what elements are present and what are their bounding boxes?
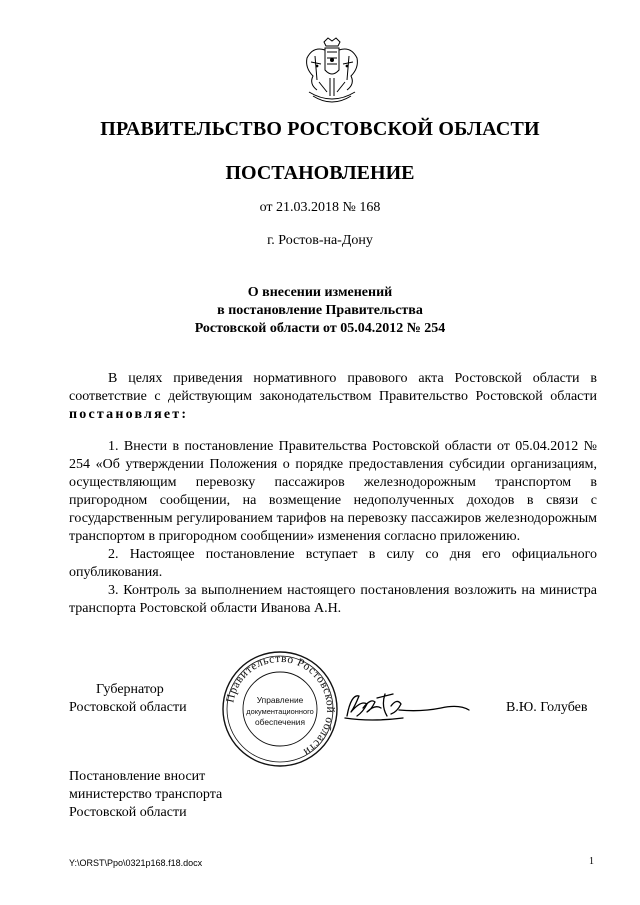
preamble-paragraph — [69, 370, 597, 424]
subject-line: О внесении изменений — [247, 285, 393, 300]
document-body — [69, 370, 597, 618]
introduced-by-line: министерство транспорта — [69, 787, 223, 802]
city-line: г. Ростов-на-Дону — [267, 233, 373, 248]
svg-text:Правительство Ростовской облас — [224, 653, 336, 758]
decree-word: постановляет: — [69, 407, 189, 422]
item-paragraph: 1. Внести в постановление Правительства Ростовской области от 05.04.2012 № 254 «Об утверждении Положения о порядке предоставления субсидии организациям, осуществляющим перевозку пассажиров железнодорожным транспортом в пригородном сообщении, на возмещение недополученных доходов в связи с государственным регулированием тарифов на перевозку пассажиров железнодорожным транспортом в пригородном сообщении» изменения согласно приложению. — [69, 439, 597, 544]
coat-of-arms-icon — [297, 36, 367, 108]
document-type: ПОСТАНОВЛЕНИЕ — [225, 162, 415, 184]
signer-position-line: Губернатор — [96, 682, 164, 697]
stamp-center-line: Управление — [256, 695, 304, 705]
handwritten-signature — [341, 688, 473, 724]
stamp-center-line: документационного — [246, 707, 314, 716]
preamble-text: В целях приведения нормативного правового акта Ростовской области в соответствие с действующим законодательством Правительство Ростовской области — [69, 371, 597, 404]
item-paragraph: 2. Настоящее постановление вступает в силу со дня его официального опубликования. — [69, 547, 597, 580]
introduced-by-line: Ростовской области — [69, 805, 187, 820]
item-paragraph: 3. Контроль за выполнением настоящего постановления возложить на министра транспорта Ростовской области Иванова А.Н. — [69, 583, 597, 616]
stamp-ring-text: Правительство Ростовской области — [224, 652, 337, 759]
signer-position-line: Ростовской области — [69, 700, 187, 715]
signer-name: В.Ю. Голубев — [506, 700, 588, 715]
document-subject — [0, 284, 640, 338]
date-and-number: от 21.03.2018 № 168 — [259, 200, 381, 215]
page-number: 1 — [589, 856, 594, 867]
subject-line: Ростовской области от 05.04.2012 № 254 — [194, 321, 446, 336]
official-stamp — [221, 650, 339, 768]
introduced-by-block — [69, 768, 222, 822]
file-path: Y:\ORST\Ppo\0321p168.f18.docx — [69, 858, 203, 868]
government-title: ПРАВИТЕЛЬСТВО РОСТОВСКОЙ ОБЛАСТИ — [100, 118, 540, 140]
stamp-center-line: обеспечения — [255, 717, 305, 727]
subject-line: в постановление Правительства — [217, 303, 423, 318]
introduced-by-line: Постановление вносит — [69, 769, 206, 784]
